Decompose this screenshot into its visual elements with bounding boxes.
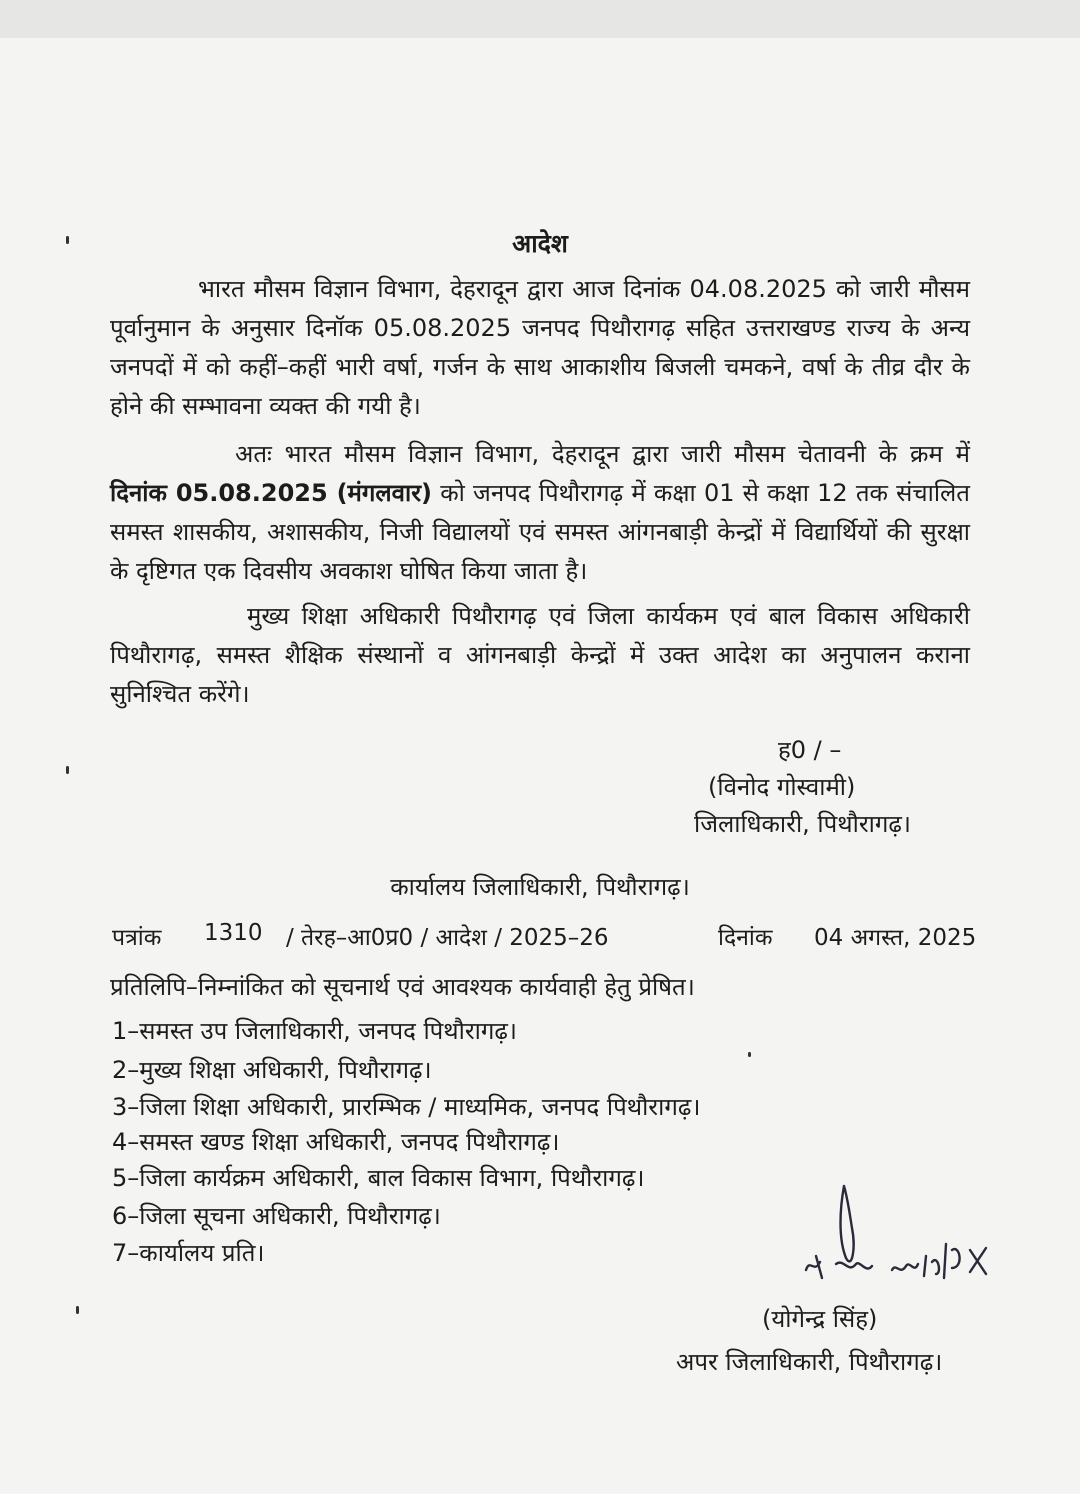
reference-code: / तेरह–आ0प्र0 / आदेश / 2025–26 — [286, 925, 609, 951]
reference-date: 04 अगस्त, 2025 — [814, 925, 977, 951]
copy-heading: प्रतिलिपि–निम्नांकित को सूचनार्थ एवं आवश्यक कार्यवाही हेतु प्रेषित। — [110, 973, 695, 1001]
copy-list-item: 3–जिला शिक्षा अधिकारी, प्रारम्भिक / माध्यमिक, जनपद पिथौरागढ़। — [112, 1093, 701, 1121]
reference-label: पत्रांक — [112, 925, 162, 951]
margin-mark — [748, 1052, 751, 1057]
margin-mark — [76, 1306, 79, 1314]
para2-holiday-date: दिनांक 05.08.2025 (मंगलवार) — [110, 479, 433, 507]
signatory1-designation: जिलाधिकारी, पिथौरागढ़। — [694, 810, 911, 838]
copy-list-item: 6–जिला सूचना अधिकारी, पिथौरागढ़। — [112, 1202, 441, 1230]
signatory1-name: (विनोद गोस्वामी) — [708, 773, 856, 801]
order-paragraph-3: मुख्य शिक्षा अधिकारी पिथौरागढ़ एवं जिला कार्यकम एवं बाल विकास अधिकारी पिथौरागढ़, समस्त शैक्षिक संस्थानों व आंगनबाड़ी केन्द्रों में उक्त आदेश का अनुपालन कराना सुनिश्चित करेंगे। — [110, 602, 970, 708]
copy-list-item: 2–मुख्य शिक्षा अधिकारी, पिथौरागढ़। — [112, 1056, 432, 1084]
order-title: आदेश — [512, 229, 568, 258]
order-paragraph-1: भारत मौसम विज्ञान विभाग, देहरादून द्वारा आज दिनांक 04.08.2025 को जारी मौसम पूर्वानुमान के अनुसार दिनॉक 05.08.2025 जनपद पिथौरागढ़ सहित उत्तराखण्ड राज्य के अन्य जनपदों में को कहीं–कहीं भारी वर्षा, गर्जन के साथ आकाशीय बिजली चमकने, वर्षा के तीव्र दौर के होने की सम्भावना व्यक्त की गयी है। — [110, 275, 970, 420]
copy-list-item: 1–समस्त उप जिलाधिकारी, जनपद पिथौरागढ़। — [112, 1017, 518, 1045]
signatory2-designation: अपर जिलाधिकारी, पिथौरागढ़। — [676, 1348, 943, 1376]
signatory1-signed: ह0 / – — [778, 736, 842, 764]
handwritten-signature — [796, 1178, 996, 1303]
order-paragraph-2 — [110, 435, 970, 591]
scan-top-edge — [0, 0, 1080, 38]
reference-date-label: दिनांक — [718, 925, 773, 951]
para2-text-start: अतः भारत मौसम विज्ञान विभाग, देहरादून द्वारा जारी मौसम चेतावनी के क्रम में — [235, 440, 970, 468]
copy-list-item: 5–जिला कार्यक्रम अधिकारी, बाल विकास विभाग, पिथौरागढ़। — [112, 1164, 645, 1192]
margin-mark — [66, 766, 69, 774]
copy-list-item: 7–कार्यालय प्रति। — [112, 1239, 265, 1267]
copy-list-item: 4–समस्त खण्ड शिक्षा अधिकारी, जनपद पिथौरागढ़। — [112, 1128, 560, 1156]
reference-number: 1310 — [204, 920, 263, 946]
para2-text-end: को जनपद पिथौरागढ़ में कक्षा 01 से कक्षा 12 तक संचालित समस्त शासकीय, अशासकीय, निजी विद्यालयों एवं समस्त आंगनबाड़ी केन्द्रों में विद्यार्थियों की सुरक्षा के दृष्टिगत एक दिवसीय अवकाश घोषित किया जाता है। — [110, 479, 970, 585]
signatory2-name: (योगेन्द्र सिंह) — [762, 1305, 878, 1333]
office-heading: कार्यालय जिलाधिकारी, पिथौरागढ़। — [390, 873, 690, 901]
